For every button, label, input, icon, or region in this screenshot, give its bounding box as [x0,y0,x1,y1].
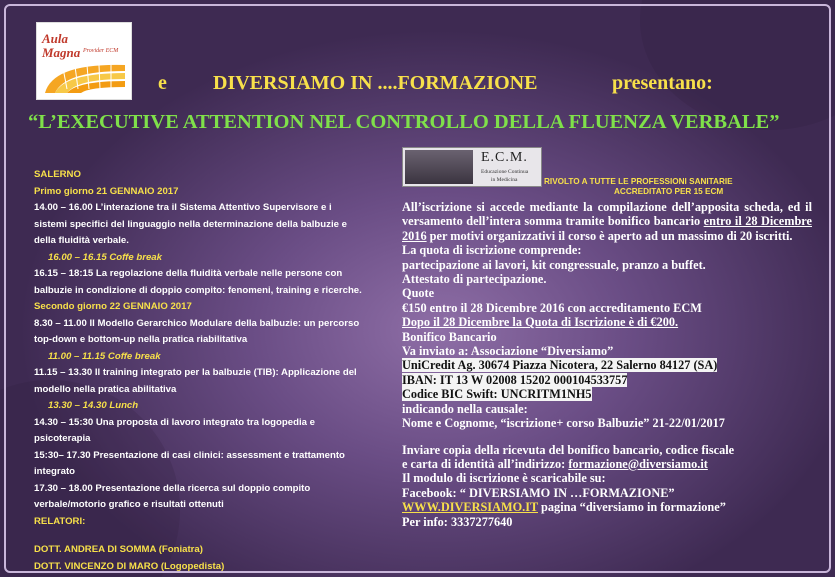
registration-text: WWW.DIVERSIAMO.IT pagina “diversiamo in formazione” [402,500,726,515]
break-item: 13.30 – 14.30 Lunch [48,400,139,411]
program-item: 14.00 – 16.00 L’interazione tra il Sistema Attentivo Supervisore e i sistemi specifici del linguaggio nella determinazione della balbuzie e della fluidità verbale. [34,202,347,246]
aula-magna-logo [36,22,132,100]
audience-note: RIVOLTO A TUTTE LE PROFESSIONI SANITARIE [544,177,733,186]
logo-text: Aula [42,31,69,46]
registration-text: Inviare copia della ricevuta del bonifico bancario, codice fiscale [402,442,735,457]
accreditation-note: ACCREDITATO PER 15 ECM [614,187,724,196]
registration-text: Nome e Cognome, “iscrizione+ corso Balbuzie” 21-22/01/2017 [402,416,725,431]
break-item: 16.00 – 16.15 Coffe break [48,251,162,263]
registration-text: Va inviato a: Associazione “Diversiamo” [402,344,614,359]
program-item: 16.15 – 18:15 La regolazione della fluidità verbale nelle persone con balbuzie in condizione di doppio compito: fenomeni, training e ricerche. [34,268,362,296]
heading-conjunction: e [158,72,167,94]
program-item: 11.15 – 13.30 Il training integrato per la balbuzie (TIB): Applicazione del modello nella pratica abilitativa [34,367,357,395]
registration-text: partecipazione ai lavori, kit congressuale, pranzo a buffet. [402,257,706,272]
price-line: €150 entro il 28 Dicembre 2016 con accreditamento ECM [402,300,702,315]
bank-details: UniCredit Ag. 30674 Piazza Nicotera, 22 Salerno 84127 (SA) [402,358,718,373]
registration-text: All’iscrizione si accede mediante la compilazione dell’apposita scheda, ed il versamento dell’intera somma tramite bonifico bancario entro il 28 Dicembre 2016 per motivi organizzativi il corso è aperto ad un massimo di 20 iscritti. [402,200,812,243]
ecm-logo-text: E.C.M. [481,150,528,165]
registration-text: Il modulo di iscrizione è scaricabile su: [402,471,606,486]
program-item: 14.30 – 15:30 Una proposta di lavoro integrato tra logopedia e psicoterapia [34,416,315,444]
speaker-name: DOTT. VINCENZO DI MARO (Logopedista) [34,560,225,572]
break-item: 11.00 – 11.15 Coffe break [48,350,161,362]
ecm-logo [402,147,542,187]
logo-text: Magna [42,45,81,60]
registration-text: e carta di identità all’indirizzo: formazione@diversiamo.it [402,456,708,471]
registration-text: indicando nella causale: [402,401,528,416]
event-title: “L’EXECUTIVE ATTENTION NEL CONTROLLO DELLA FLUENZA VERBALE” [28,111,780,133]
day-heading: Secondo giorno 22 GENNAIO 2017 [34,301,192,312]
registration-text: Per info: 3337277640 [402,514,513,529]
group-photo-icon [405,150,473,184]
location: SALERNO [34,169,81,180]
program-item: 15:30– 17.30 Presentazione di casi clinici: assessment e trattamento integrato [34,449,345,477]
registration-text: Bonifico Bancario [402,329,497,344]
registration-column [402,200,812,529]
day-heading: Primo giorno 21 GENNAIO 2017 [34,185,179,197]
price-line: Dopo il 28 Dicembre la Quota di Iscrizione è di €200. [402,315,679,330]
auditorium-seats-icon [43,59,127,95]
ecm-logo-text: in Medicina [491,177,518,183]
bank-details: Codice BIC Swift: UNCRITM1NH5 [402,387,592,402]
registration-text: La quota di iscrizione comprende: [402,243,582,258]
registration-text: Facebook: “ DIVERSIAMO IN …FORMAZIONE” [402,485,675,500]
registration-text: Attestato di partecipazione. [402,272,547,287]
program-column [34,167,364,575]
speaker-name: DOTT. ANDREA DI SOMMA (Foniatra) [34,544,203,555]
program-item: 17.30 – 18.00 Presentazione della ricerca sul doppio compito verbale/motorio grafico e risultati ottenuti [34,482,311,510]
bank-details: IBAN: IT 13 W 02008 15202 000104533757 [402,372,628,387]
registration-text: Quote [402,286,435,301]
program-item: 8.30 – 11.00 Il Modello Gerarchico Modulare della balbuzie: un percorso top-down e bottom-up nella pratica riabilitativa [34,317,360,345]
email-link: formazione@diversiamo.it [568,456,708,471]
organizer-heading: DIVERSIAMO IN ....FORMAZIONE [213,72,538,94]
ecm-logo-text: Educazione Continua [481,169,529,175]
presents-heading: presentano: [612,72,713,94]
logo-provider-text: Provider ECM [83,48,119,54]
website-link: WWW.DIVERSIAMO.IT [402,500,538,515]
speakers-heading: RELATORI: [34,515,86,527]
